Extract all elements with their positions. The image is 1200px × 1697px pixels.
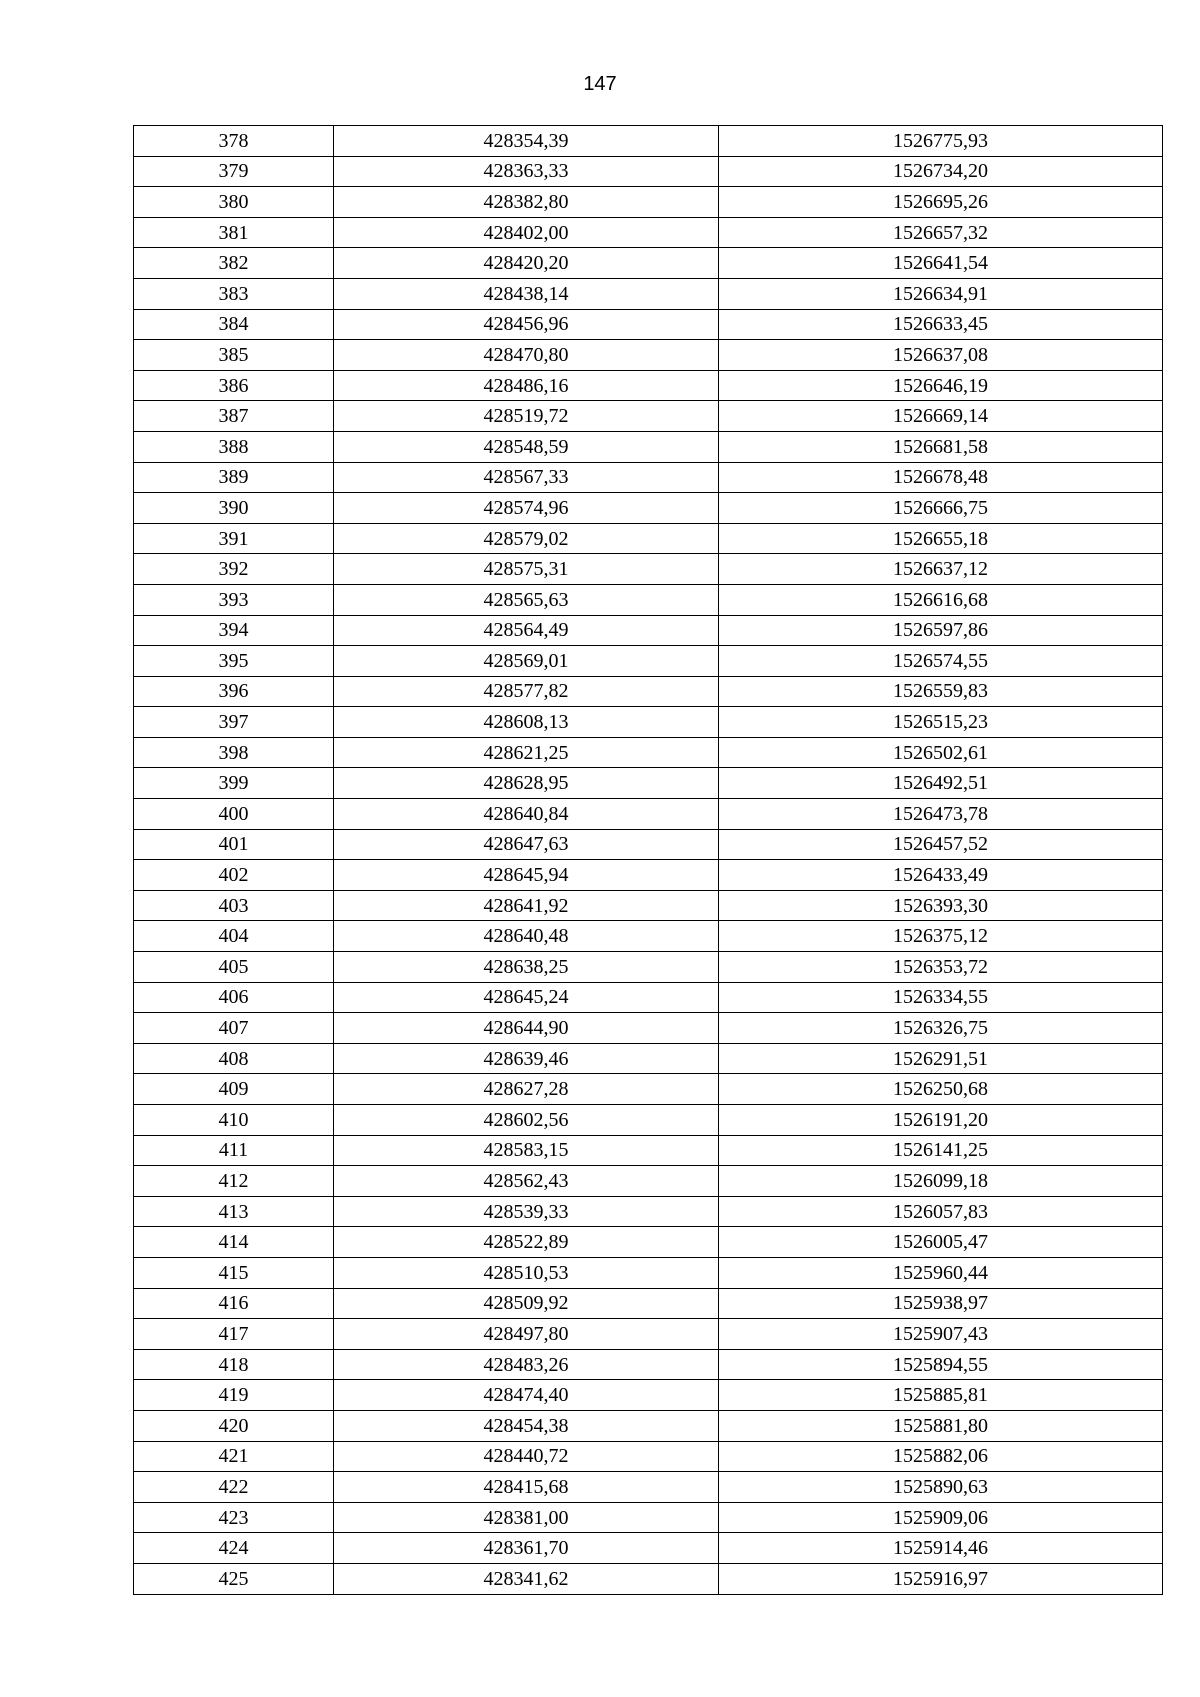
point-number-cell: 380 [134,187,334,218]
y-coordinate-cell: 1526574,55 [719,646,1163,677]
x-coordinate-cell: 428402,00 [334,217,719,248]
y-coordinate-cell: 1526597,86 [719,615,1163,646]
table-row [134,646,1163,677]
point-number-cell: 407 [134,1013,334,1044]
y-coordinate-cell: 1526353,72 [719,952,1163,983]
x-coordinate-cell: 428564,49 [334,615,719,646]
point-number-cell: 394 [134,615,334,646]
y-coordinate-cell: 1525882,06 [719,1441,1163,1472]
table-row [134,554,1163,585]
y-coordinate-cell: 1526646,19 [719,370,1163,401]
y-coordinate-cell: 1526657,32 [719,217,1163,248]
x-coordinate-cell: 428519,72 [334,401,719,432]
x-coordinate-cell: 428638,25 [334,952,719,983]
table-row [134,340,1163,371]
x-coordinate-cell: 428644,90 [334,1013,719,1044]
point-number-cell: 411 [134,1135,334,1166]
point-number-cell: 416 [134,1288,334,1319]
table-row [134,309,1163,340]
x-coordinate-cell: 428354,39 [334,126,719,157]
y-coordinate-cell: 1525960,44 [719,1257,1163,1288]
point-number-cell: 425 [134,1563,334,1594]
x-coordinate-cell: 428420,20 [334,248,719,279]
x-coordinate-cell: 428381,00 [334,1502,719,1533]
table-row [134,126,1163,157]
y-coordinate-cell: 1526559,83 [719,676,1163,707]
point-number-cell: 408 [134,1043,334,1074]
point-number-cell: 409 [134,1074,334,1105]
table-row [134,1135,1163,1166]
table-row [134,707,1163,738]
x-coordinate-cell: 428509,92 [334,1288,719,1319]
table-row [134,1288,1163,1319]
x-coordinate-cell: 428602,56 [334,1105,719,1136]
table-row [134,1563,1163,1594]
y-coordinate-cell: 1525909,06 [719,1502,1163,1533]
table-row [134,982,1163,1013]
table-row [134,187,1163,218]
y-coordinate-cell: 1526637,12 [719,554,1163,585]
y-coordinate-cell: 1526669,14 [719,401,1163,432]
point-number-cell: 420 [134,1410,334,1441]
table-row [134,523,1163,554]
y-coordinate-cell: 1526634,91 [719,278,1163,309]
y-coordinate-cell: 1526734,20 [719,156,1163,187]
y-coordinate-cell: 1526141,25 [719,1135,1163,1166]
x-coordinate-cell: 428565,63 [334,584,719,615]
table-row [134,1166,1163,1197]
y-coordinate-cell: 1526681,58 [719,431,1163,462]
point-number-cell: 406 [134,982,334,1013]
x-coordinate-cell: 428569,01 [334,646,719,677]
y-coordinate-cell: 1526250,68 [719,1074,1163,1105]
point-number-cell: 391 [134,523,334,554]
x-coordinate-cell: 428574,96 [334,493,719,524]
table-row [134,676,1163,707]
y-coordinate-cell: 1525894,55 [719,1349,1163,1380]
x-coordinate-cell: 428522,89 [334,1227,719,1258]
table-row [134,1410,1163,1441]
y-coordinate-cell: 1526616,68 [719,584,1163,615]
y-coordinate-cell: 1526637,08 [719,340,1163,371]
point-number-cell: 383 [134,278,334,309]
point-number-cell: 401 [134,829,334,860]
point-number-cell: 422 [134,1472,334,1503]
y-coordinate-cell: 1526334,55 [719,982,1163,1013]
x-coordinate-cell: 428621,25 [334,737,719,768]
point-number-cell: 403 [134,890,334,921]
table-row [134,248,1163,279]
y-coordinate-cell: 1526057,83 [719,1196,1163,1227]
table-row [134,615,1163,646]
x-coordinate-cell: 428641,92 [334,890,719,921]
point-number-cell: 393 [134,584,334,615]
x-coordinate-cell: 428382,80 [334,187,719,218]
table-row [134,737,1163,768]
x-coordinate-cell: 428548,59 [334,431,719,462]
point-number-cell: 400 [134,799,334,830]
y-coordinate-cell: 1526641,54 [719,248,1163,279]
x-coordinate-cell: 428645,94 [334,860,719,891]
y-coordinate-cell: 1525907,43 [719,1319,1163,1350]
x-coordinate-cell: 428415,68 [334,1472,719,1503]
y-coordinate-cell: 1525938,97 [719,1288,1163,1319]
table-row [134,156,1163,187]
x-coordinate-cell: 428363,33 [334,156,719,187]
y-coordinate-cell: 1526678,48 [719,462,1163,493]
coordinates-table-body [134,126,1163,1595]
x-coordinate-cell: 428567,33 [334,462,719,493]
x-coordinate-cell: 428640,48 [334,921,719,952]
x-coordinate-cell: 428640,84 [334,799,719,830]
y-coordinate-cell: 1526633,45 [719,309,1163,340]
point-number-cell: 385 [134,340,334,371]
y-coordinate-cell: 1526393,30 [719,890,1163,921]
x-coordinate-cell: 428497,80 [334,1319,719,1350]
point-number-cell: 386 [134,370,334,401]
point-number-cell: 417 [134,1319,334,1350]
table-row [134,1472,1163,1503]
y-coordinate-cell: 1526695,26 [719,187,1163,218]
y-coordinate-cell: 1525881,80 [719,1410,1163,1441]
y-coordinate-cell: 1526433,49 [719,860,1163,891]
x-coordinate-cell: 428456,96 [334,309,719,340]
y-coordinate-cell: 1525885,81 [719,1380,1163,1411]
table-row [134,1074,1163,1105]
table-row [134,493,1163,524]
y-coordinate-cell: 1525914,46 [719,1533,1163,1564]
x-coordinate-cell: 428579,02 [334,523,719,554]
table-row [134,1533,1163,1564]
point-number-cell: 395 [134,646,334,677]
x-coordinate-cell: 428474,40 [334,1380,719,1411]
table-row [134,1349,1163,1380]
x-coordinate-cell: 428341,62 [334,1563,719,1594]
x-coordinate-cell: 428454,38 [334,1410,719,1441]
x-coordinate-cell: 428628,95 [334,768,719,799]
y-coordinate-cell: 1526191,20 [719,1105,1163,1136]
y-coordinate-cell: 1526515,23 [719,707,1163,738]
y-coordinate-cell: 1525916,97 [719,1563,1163,1594]
table-row [134,1105,1163,1136]
x-coordinate-cell: 428562,43 [334,1166,719,1197]
table-row [134,217,1163,248]
point-number-cell: 396 [134,676,334,707]
table-row [134,890,1163,921]
point-number-cell: 392 [134,554,334,585]
table-row [134,952,1163,983]
x-coordinate-cell: 428539,33 [334,1196,719,1227]
point-number-cell: 378 [134,126,334,157]
x-coordinate-cell: 428510,53 [334,1257,719,1288]
x-coordinate-cell: 428440,72 [334,1441,719,1472]
point-number-cell: 415 [134,1257,334,1288]
point-number-cell: 402 [134,860,334,891]
y-coordinate-cell: 1526492,51 [719,768,1163,799]
point-number-cell: 381 [134,217,334,248]
table-row [134,921,1163,952]
x-coordinate-cell: 428575,31 [334,554,719,585]
point-number-cell: 424 [134,1533,334,1564]
coordinates-table [133,125,1163,1595]
y-coordinate-cell: 1526326,75 [719,1013,1163,1044]
y-coordinate-cell: 1525890,63 [719,1472,1163,1503]
y-coordinate-cell: 1526473,78 [719,799,1163,830]
table-row [134,1380,1163,1411]
x-coordinate-cell: 428470,80 [334,340,719,371]
point-number-cell: 387 [134,401,334,432]
point-number-cell: 399 [134,768,334,799]
point-number-cell: 404 [134,921,334,952]
table-row [134,584,1163,615]
table-row [134,768,1163,799]
table-row [134,1441,1163,1472]
point-number-cell: 405 [134,952,334,983]
table-row [134,1013,1163,1044]
point-number-cell: 397 [134,707,334,738]
table-row [134,1043,1163,1074]
x-coordinate-cell: 428583,15 [334,1135,719,1166]
table-row [134,401,1163,432]
point-number-cell: 413 [134,1196,334,1227]
y-coordinate-cell: 1526457,52 [719,829,1163,860]
point-number-cell: 389 [134,462,334,493]
y-coordinate-cell: 1526775,93 [719,126,1163,157]
x-coordinate-cell: 428577,82 [334,676,719,707]
table-row [134,462,1163,493]
y-coordinate-cell: 1526005,47 [719,1227,1163,1258]
y-coordinate-cell: 1526666,75 [719,493,1163,524]
y-coordinate-cell: 1526099,18 [719,1166,1163,1197]
x-coordinate-cell: 428361,70 [334,1533,719,1564]
point-number-cell: 421 [134,1441,334,1472]
point-number-cell: 412 [134,1166,334,1197]
table-row [134,1319,1163,1350]
table-row [134,1257,1163,1288]
x-coordinate-cell: 428639,46 [334,1043,719,1074]
point-number-cell: 414 [134,1227,334,1258]
point-number-cell: 419 [134,1380,334,1411]
point-number-cell: 390 [134,493,334,524]
point-number-cell: 398 [134,737,334,768]
x-coordinate-cell: 428483,26 [334,1349,719,1380]
page-number: 147 [583,73,617,95]
point-number-cell: 418 [134,1349,334,1380]
y-coordinate-cell: 1526291,51 [719,1043,1163,1074]
table-row [134,1227,1163,1258]
y-coordinate-cell: 1526502,61 [719,737,1163,768]
x-coordinate-cell: 428486,16 [334,370,719,401]
table-row [134,1502,1163,1533]
y-coordinate-cell: 1526375,12 [719,921,1163,952]
x-coordinate-cell: 428647,63 [334,829,719,860]
table-row [134,431,1163,462]
x-coordinate-cell: 428627,28 [334,1074,719,1105]
x-coordinate-cell: 428645,24 [334,982,719,1013]
table-row [134,370,1163,401]
table-row [134,1196,1163,1227]
table-row [134,829,1163,860]
table-row [134,860,1163,891]
point-number-cell: 384 [134,309,334,340]
table-row [134,278,1163,309]
point-number-cell: 423 [134,1502,334,1533]
point-number-cell: 379 [134,156,334,187]
x-coordinate-cell: 428608,13 [334,707,719,738]
x-coordinate-cell: 428438,14 [334,278,719,309]
point-number-cell: 382 [134,248,334,279]
point-number-cell: 410 [134,1105,334,1136]
y-coordinate-cell: 1526655,18 [719,523,1163,554]
table-row [134,799,1163,830]
point-number-cell: 388 [134,431,334,462]
